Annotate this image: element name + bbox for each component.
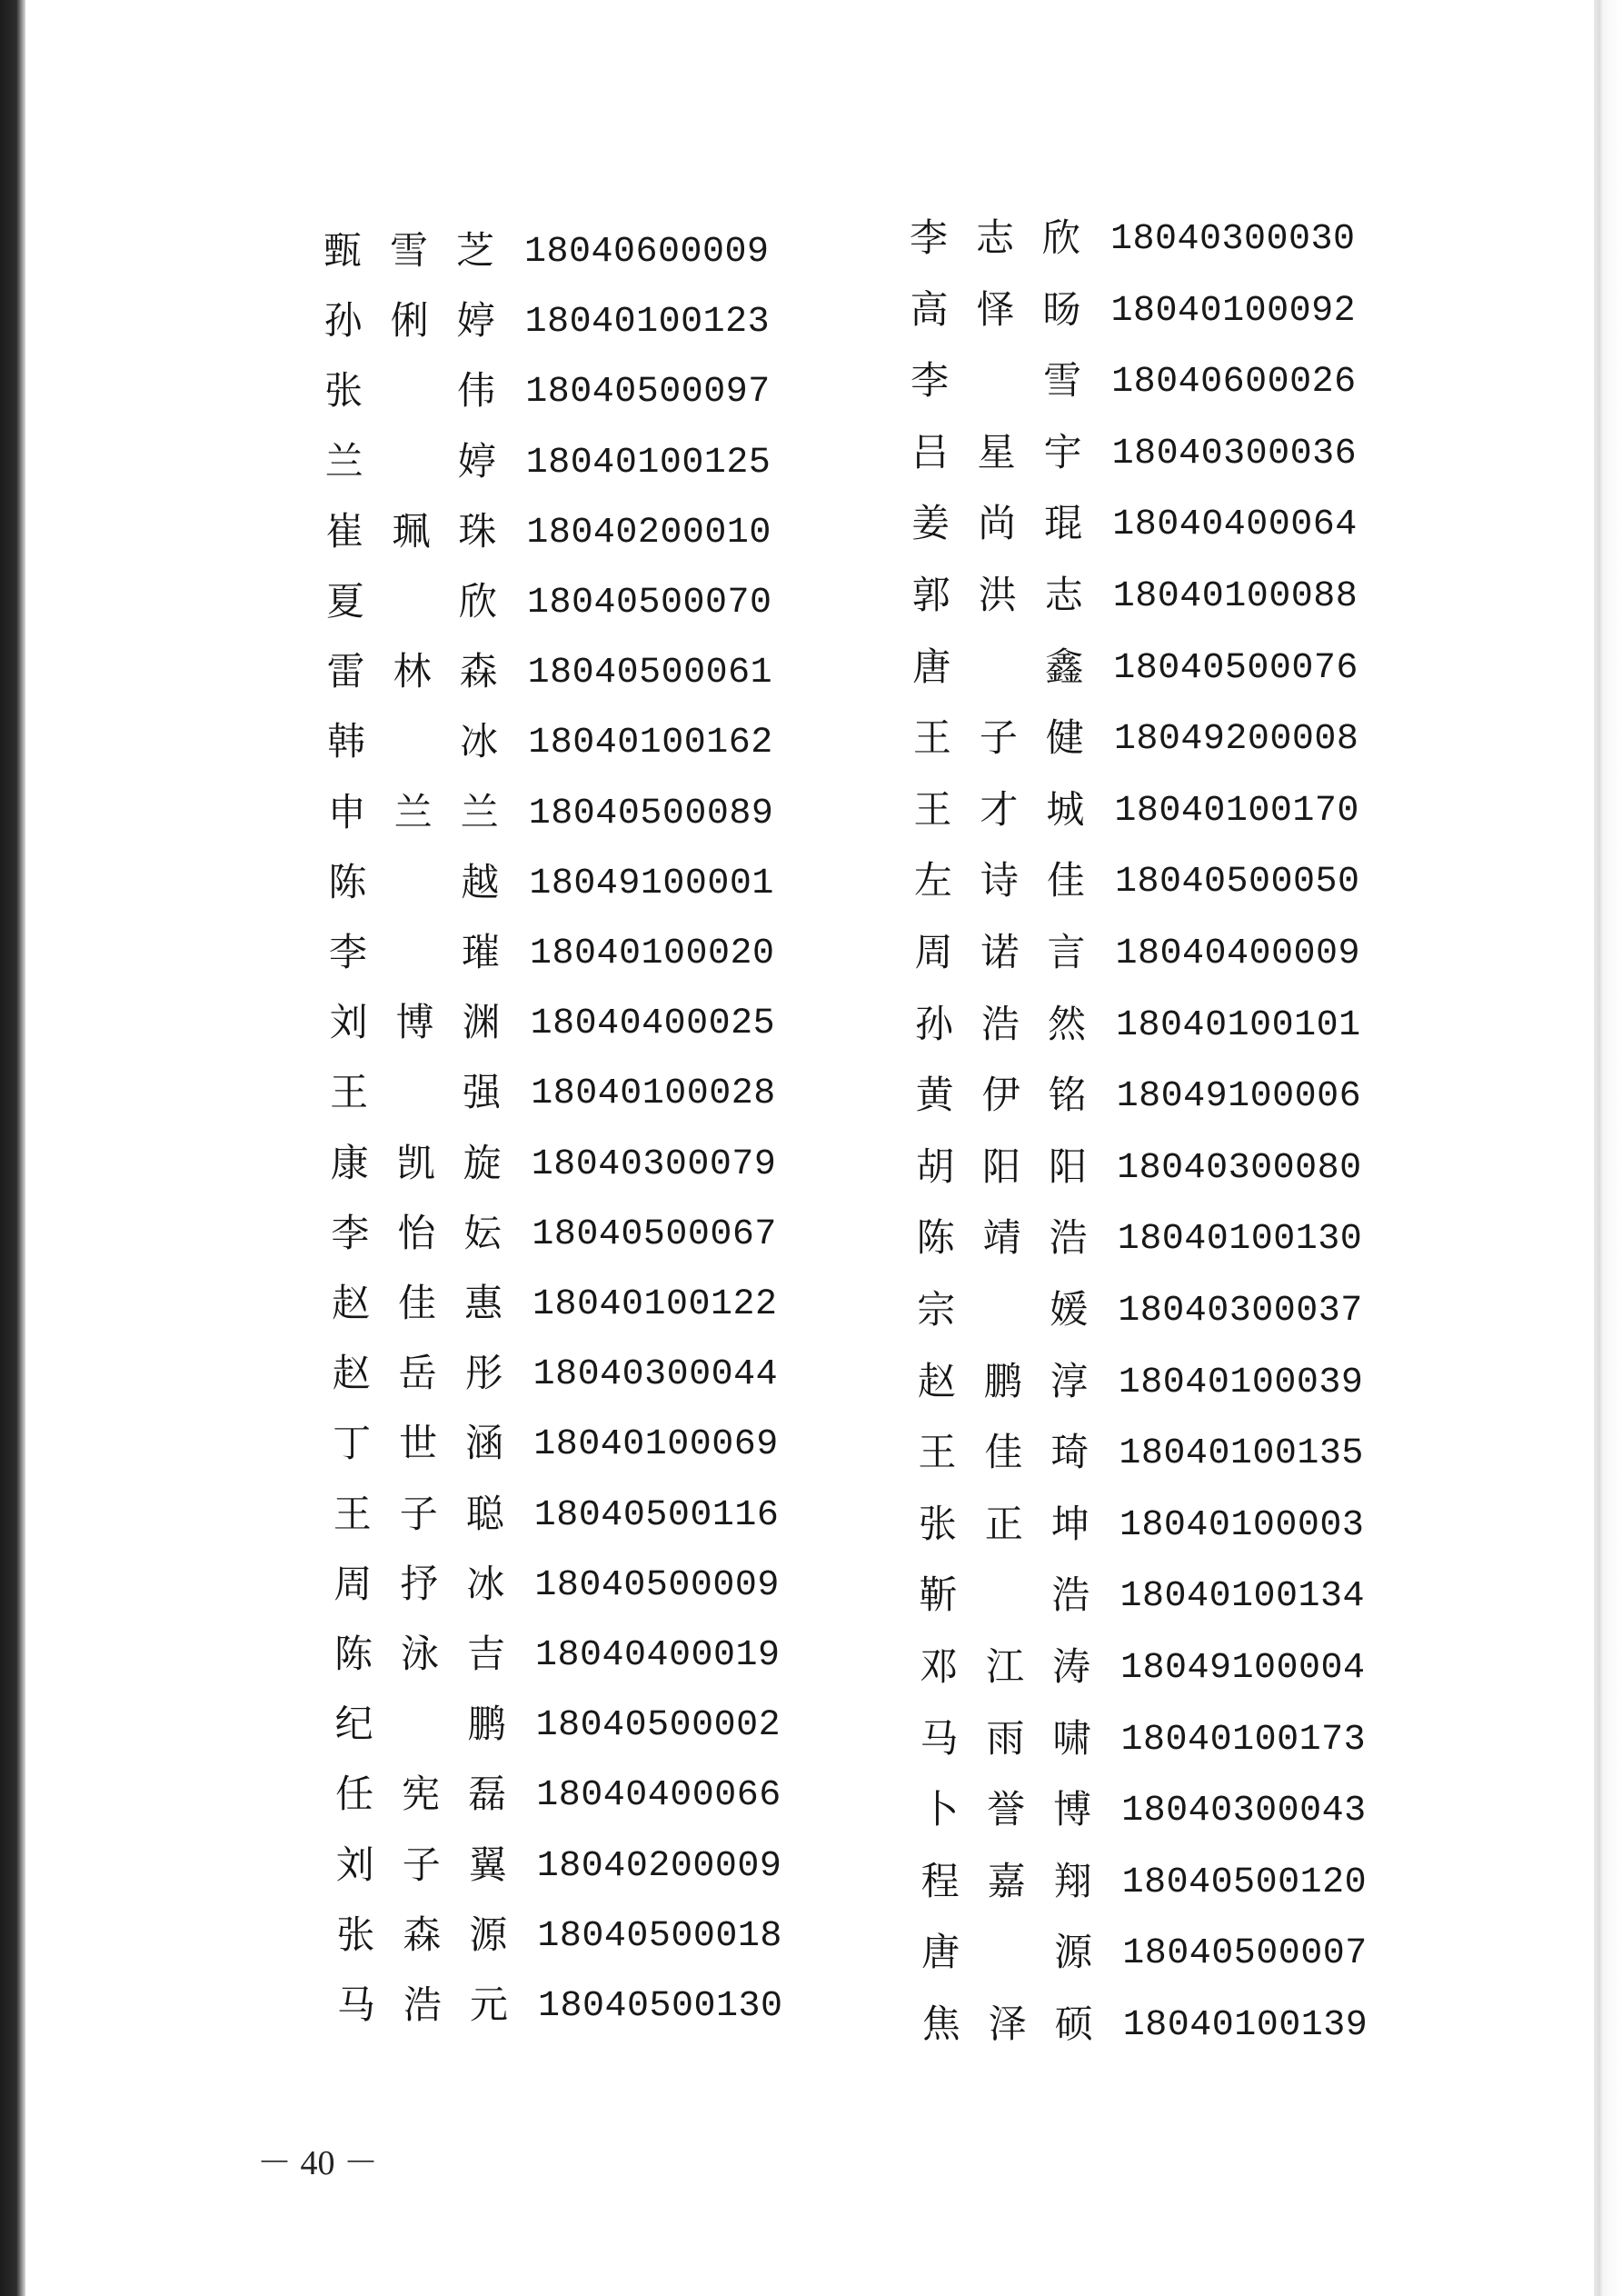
student-id: 18040300080 [1117, 1147, 1362, 1189]
name-character: 赵 [917, 1358, 956, 1403]
person-name [327, 1208, 505, 1259]
person-name [917, 1713, 1095, 1764]
person-name [918, 1856, 1096, 1907]
student-id: 18040100020 [530, 933, 775, 974]
name-character: 陈 [333, 1632, 373, 1676]
person-name [909, 570, 1087, 621]
student-id: 18040300036 [1111, 433, 1358, 474]
name-character: 江 [985, 1644, 1024, 1689]
name-character: 孙 [323, 298, 363, 344]
student-id: 18040300037 [1118, 1291, 1363, 1332]
name-character: 佳 [984, 1430, 1023, 1475]
name-character: 婷 [457, 438, 496, 484]
name-character: 子 [399, 1491, 438, 1536]
person-name [326, 1067, 504, 1118]
student-id: 18040300030 [1110, 219, 1356, 260]
person-name [917, 1784, 1095, 1835]
name-character: 婷 [456, 298, 495, 344]
name-character: 高 [910, 286, 949, 332]
name-character: 博 [1053, 1787, 1092, 1832]
name-character: 卜 [920, 1787, 960, 1832]
name-character: 靳 [919, 1572, 958, 1618]
name-character: 妘 [463, 1210, 503, 1255]
student-id: 18040100130 [1117, 1219, 1363, 1261]
person-name [913, 1284, 1091, 1335]
person-name [330, 1559, 508, 1610]
name-character: 抒 [400, 1561, 439, 1606]
name-character: 旸 [1042, 286, 1081, 332]
name-character: 冰 [460, 719, 499, 764]
student-id: 18040500116 [533, 1494, 780, 1536]
name-character: 赵 [331, 1281, 370, 1325]
person-name [329, 1418, 507, 1469]
name-character: 健 [1045, 715, 1084, 761]
name-character: 翔 [1053, 1858, 1092, 1903]
person-name [332, 1769, 510, 1820]
name-character: 诗 [980, 858, 1019, 903]
person-name [322, 436, 500, 487]
student-id: 18040500002 [535, 1705, 781, 1747]
name-character: 志 [975, 215, 1014, 260]
name-character: 宪 [402, 1772, 441, 1817]
name-character: 珠 [458, 508, 497, 554]
person-name [326, 997, 504, 1048]
name-character: 聪 [465, 1491, 504, 1536]
name-character: 黄 [915, 1073, 954, 1118]
name-character: 森 [403, 1912, 442, 1957]
person-name [914, 1427, 1092, 1478]
name-character: 申 [327, 789, 366, 834]
student-id: 18040600026 [1111, 362, 1357, 404]
person-name [908, 427, 1086, 478]
name-character: 王 [333, 1491, 372, 1536]
person-name [916, 1642, 1094, 1692]
name-character: 森 [459, 649, 498, 694]
name-character: 然 [1048, 1001, 1087, 1046]
name-character: 尚 [978, 501, 1017, 546]
name-character: 源 [1054, 1930, 1093, 1975]
student-id: 18040100134 [1119, 1576, 1365, 1618]
student-id: 18040100170 [1114, 790, 1359, 832]
student-id: 18040400009 [1115, 933, 1361, 974]
student-id: 18040300044 [532, 1354, 779, 1396]
scan-left-border [0, 0, 25, 2296]
name-character: 誉 [987, 1787, 1026, 1832]
name-character: 周 [333, 1561, 373, 1606]
student-id: 18040500076 [1113, 647, 1358, 689]
page-number: － 40 － [257, 2144, 379, 2182]
name-character: 璀 [461, 930, 500, 974]
name-character: 俐 [390, 298, 429, 344]
person-name [910, 784, 1088, 835]
person-name [907, 285, 1085, 335]
person-name [908, 498, 1086, 549]
name-character: 鹏 [467, 1702, 506, 1747]
name-character: 琦 [1050, 1430, 1090, 1475]
person-name [911, 927, 1090, 978]
name-character: 张 [918, 1501, 957, 1546]
name-character: 崔 [325, 508, 364, 554]
person-name [910, 713, 1088, 764]
name-character: 陈 [916, 1215, 955, 1261]
student-id: 18040400064 [1112, 504, 1358, 546]
name-character: 张 [324, 368, 363, 414]
name-character: 唐 [921, 1930, 960, 1975]
person-name [330, 1489, 508, 1540]
name-character: 星 [977, 429, 1016, 474]
person-name [907, 355, 1085, 406]
name-character: 雨 [986, 1715, 1025, 1761]
name-character: 源 [469, 1912, 508, 1957]
name-character: 纪 [334, 1702, 373, 1747]
name-character: 涛 [1051, 1644, 1090, 1689]
name-character: 李 [911, 358, 950, 404]
name-character: 韩 [327, 719, 366, 764]
student-id: 18040300043 [1121, 1791, 1367, 1832]
name-character: 彤 [464, 1351, 503, 1396]
student-id: 18040500067 [532, 1213, 777, 1255]
name-character: 雪 [389, 228, 428, 273]
person-name [327, 1138, 505, 1189]
name-character: 赵 [332, 1351, 371, 1396]
student-id: 18040100088 [1112, 576, 1358, 617]
student-id: 18049100006 [1116, 1076, 1362, 1118]
name-character: 芝 [455, 228, 494, 273]
student-id: 18040500070 [527, 583, 772, 624]
student-id: 18040100069 [533, 1424, 779, 1466]
name-character: 夏 [325, 579, 364, 624]
student-id: 18049200008 [1113, 719, 1359, 761]
name-character: 淳 [1050, 1358, 1089, 1403]
student-id: 18040100139 [1122, 2005, 1368, 2046]
person-name [912, 1070, 1090, 1121]
student-id: 18040100173 [1120, 1719, 1367, 1761]
name-character: 林 [393, 649, 432, 694]
person-name [333, 1910, 511, 1961]
name-character: 博 [395, 1000, 434, 1045]
name-character: 浩 [981, 1001, 1020, 1046]
name-character: 陈 [328, 859, 367, 904]
name-character: 刘 [335, 1842, 374, 1887]
name-character: 泳 [400, 1632, 439, 1676]
name-character: 志 [1044, 573, 1083, 617]
student-id: 18040500089 [528, 793, 774, 834]
name-character: 浩 [403, 1982, 442, 2027]
name-character: 浩 [1051, 1572, 1090, 1618]
person-name [333, 1840, 511, 1891]
scan-right-edge [1594, 0, 1622, 2296]
name-character: 嘉 [987, 1858, 1026, 1903]
student-id: 18040100135 [1119, 1433, 1364, 1475]
name-character: 姜 [911, 501, 950, 546]
student-id: 18040500120 [1121, 1862, 1368, 1903]
name-character: 王 [330, 1070, 369, 1115]
name-character: 磊 [468, 1772, 507, 1817]
student-id: 18040500009 [534, 1564, 780, 1606]
student-id: 18040200010 [526, 512, 771, 554]
student-id: 18040400025 [530, 1003, 776, 1045]
name-character: 任 [335, 1772, 374, 1817]
name-character: 马 [920, 1715, 959, 1761]
student-id: 18040100162 [528, 723, 773, 764]
person-name [321, 295, 499, 346]
name-character: 伊 [981, 1073, 1020, 1118]
name-character: 啸 [1052, 1715, 1091, 1761]
student-id: 18040100003 [1119, 1504, 1365, 1546]
student-id: 18040100125 [525, 442, 771, 484]
name-character: 王 [918, 1430, 957, 1475]
name-character: 吕 [911, 429, 950, 474]
name-character: 欣 [458, 579, 497, 624]
name-character: 子 [979, 715, 1018, 761]
name-character: 欣 [1041, 215, 1080, 260]
student-id: 18040500061 [527, 653, 773, 694]
student-id: 18040500018 [537, 1915, 782, 1957]
name-character: 程 [920, 1858, 960, 1903]
name-character: 靖 [982, 1215, 1021, 1261]
name-character: 琨 [1044, 501, 1083, 546]
name-character: 雷 [326, 649, 365, 694]
name-character: 旋 [463, 1140, 502, 1185]
name-character: 兰 [393, 789, 433, 834]
name-character: 雪 [1043, 358, 1082, 404]
name-character: 越 [461, 859, 500, 904]
person-name [906, 213, 1084, 264]
name-character: 硕 [1054, 2002, 1093, 2046]
name-character: 李 [909, 215, 948, 260]
person-name [914, 1356, 1092, 1407]
person-name [322, 506, 500, 557]
name-character: 才 [980, 786, 1019, 832]
student-id: 18040400019 [535, 1635, 781, 1676]
name-character: 伟 [457, 368, 496, 414]
person-name [324, 787, 503, 838]
name-character: 城 [1046, 786, 1085, 832]
name-character: 王 [912, 715, 951, 761]
name-character: 元 [469, 1982, 508, 2027]
name-character: 铭 [1048, 1073, 1087, 1118]
name-character: 坤 [1050, 1501, 1090, 1546]
name-character: 邓 [919, 1644, 958, 1689]
name-character: 李 [331, 1210, 370, 1255]
name-character: 李 [328, 930, 367, 974]
person-name [909, 642, 1087, 693]
name-character: 周 [914, 930, 953, 974]
student-id: 18049100004 [1120, 1648, 1366, 1689]
name-character: 冰 [466, 1561, 505, 1606]
name-character: 渊 [462, 1000, 501, 1045]
person-name [332, 1699, 510, 1750]
student-id: 18040600009 [524, 232, 770, 273]
name-character: 唐 [912, 644, 951, 689]
name-character: 王 [913, 786, 952, 832]
person-name [320, 225, 498, 276]
student-id: 18040100028 [531, 1073, 776, 1115]
name-character: 宗 [917, 1287, 956, 1332]
name-character: 鹏 [983, 1358, 1022, 1403]
student-id: 18040300079 [531, 1143, 777, 1185]
name-character: 惠 [463, 1281, 503, 1325]
person-name [323, 716, 502, 767]
name-character: 岳 [398, 1351, 437, 1396]
student-id: 18040100101 [1116, 1004, 1361, 1046]
person-name [919, 1999, 1097, 2050]
person-name [329, 1348, 507, 1399]
name-character: 怡 [397, 1210, 436, 1255]
student-id: 18040400066 [536, 1775, 781, 1817]
name-character: 媛 [1050, 1287, 1089, 1332]
name-character: 言 [1047, 930, 1086, 974]
name-character: 强 [463, 1070, 502, 1115]
person-name [911, 999, 1090, 1050]
name-character: 刘 [329, 1000, 368, 1045]
name-character: 左 [913, 858, 952, 903]
name-character: 涵 [465, 1421, 504, 1466]
name-character: 阳 [1049, 1143, 1088, 1189]
person-name [915, 1499, 1093, 1550]
name-character: 丁 [333, 1421, 372, 1466]
name-character: 宇 [1043, 429, 1082, 474]
student-id: 18040200009 [536, 1845, 782, 1887]
name-character: 泽 [988, 2002, 1027, 2046]
name-character: 世 [399, 1421, 438, 1466]
name-character: 甄 [323, 228, 362, 273]
name-character: 郭 [911, 573, 950, 617]
student-id: 18040100123 [524, 302, 771, 344]
name-character: 珮 [392, 508, 431, 554]
person-name [912, 1142, 1090, 1193]
name-character: 胡 [916, 1143, 955, 1189]
person-name [328, 1278, 506, 1329]
name-character: 鑫 [1045, 644, 1084, 689]
name-character: 兰 [324, 438, 363, 484]
name-character: 佳 [397, 1281, 436, 1325]
student-id: 18040500097 [525, 372, 771, 414]
name-character: 正 [984, 1501, 1023, 1546]
name-character: 洪 [978, 573, 1017, 617]
name-character: 马 [336, 1982, 375, 2027]
student-id: 18040100092 [1110, 290, 1357, 332]
name-character: 子 [402, 1842, 441, 1887]
name-character: 康 [330, 1140, 369, 1185]
name-character: 诺 [980, 930, 1020, 974]
student-id: 18040100039 [1118, 1362, 1364, 1403]
name-character: 浩 [1049, 1215, 1088, 1261]
student-id: 18040500007 [1122, 1933, 1368, 1975]
person-name [333, 1980, 512, 2031]
student-id: 18040500130 [538, 1986, 783, 2027]
person-name [323, 646, 502, 697]
name-character: 张 [336, 1912, 375, 1957]
student-id: 18040500050 [1114, 862, 1360, 903]
person-name [918, 1927, 1096, 1978]
student-id: 18040100122 [532, 1284, 778, 1325]
person-name [324, 857, 503, 908]
student-id: 18049100001 [529, 863, 774, 904]
name-character: 佳 [1046, 858, 1085, 903]
person-name [321, 365, 499, 416]
name-character: 阳 [982, 1143, 1021, 1189]
person-name [325, 927, 503, 978]
name-character: 怿 [976, 286, 1015, 332]
name-character: 吉 [466, 1632, 505, 1676]
name-character: 兰 [460, 789, 499, 834]
name-character: 翼 [468, 1842, 507, 1887]
person-name [915, 1570, 1093, 1621]
name-character: 焦 [921, 2002, 960, 2046]
person-name [913, 1213, 1091, 1263]
name-character: 孙 [915, 1001, 954, 1046]
name-character: 凯 [396, 1140, 435, 1185]
person-name [323, 576, 501, 627]
person-name [331, 1629, 509, 1680]
person-name [911, 855, 1089, 906]
